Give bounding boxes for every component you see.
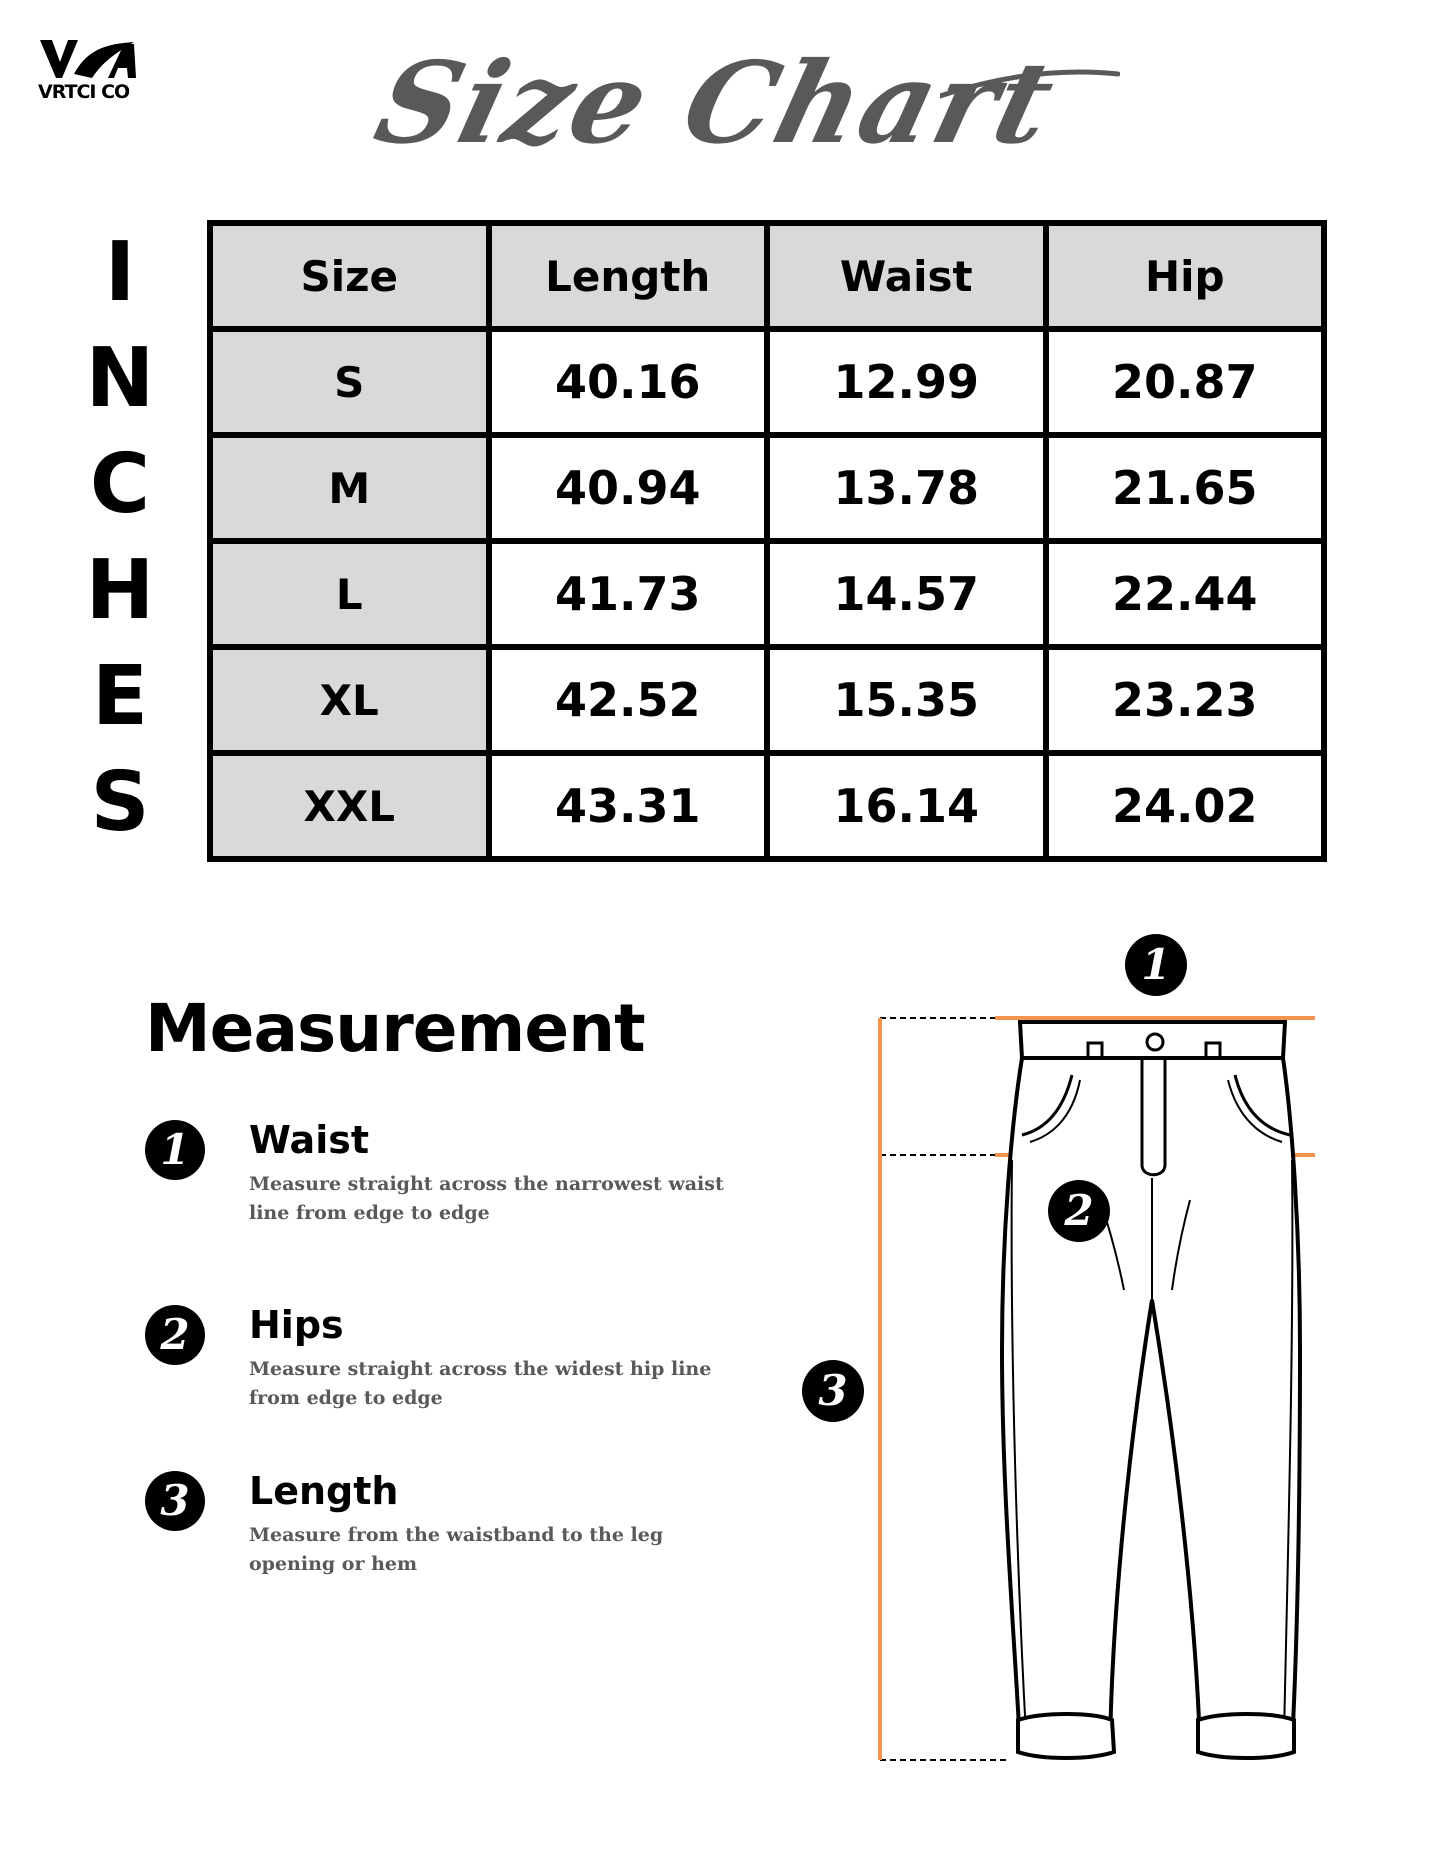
length-cell: 40.94 — [489, 435, 768, 541]
unit-label-vertical — [80, 220, 160, 856]
pants-icon — [780, 930, 1340, 1780]
logo-mark-icon — [38, 38, 138, 80]
step-label: Hips — [249, 1303, 344, 1347]
unit-letter: S — [90, 755, 150, 850]
waist-cell: 15.35 — [767, 647, 1046, 753]
table-row — [210, 753, 1324, 859]
unit-letter: E — [91, 649, 148, 744]
logo-text: VRTCI CO — [38, 81, 130, 103]
title-swash-icon — [940, 66, 1120, 106]
header-length: Length — [489, 223, 768, 329]
table-header-row — [210, 223, 1324, 329]
waist-cell: 14.57 — [767, 541, 1046, 647]
hip-cell: 24.02 — [1046, 753, 1325, 859]
waist-cell: 16.14 — [767, 753, 1046, 859]
header-waist: Waist — [767, 223, 1046, 329]
unit-letter: N — [85, 331, 155, 426]
marker-waist: 1 — [1125, 934, 1187, 996]
waist-cell: 13.78 — [767, 435, 1046, 541]
step-number-badge: 3 — [145, 1471, 205, 1531]
page-title: Size Chart — [363, 38, 1068, 169]
hip-cell: 22.44 — [1046, 541, 1325, 647]
size-cell: L — [210, 541, 489, 647]
step-description: Measure from the waistband to the leg opening or hem — [249, 1524, 664, 1575]
hip-cell: 23.23 — [1046, 647, 1325, 753]
size-cell: S — [210, 329, 489, 435]
unit-letter: C — [89, 437, 151, 532]
length-cell: 42.52 — [489, 647, 768, 753]
table-row — [210, 435, 1324, 541]
unit-letter: I — [104, 225, 136, 320]
brand-logo — [38, 38, 138, 102]
table-row — [210, 329, 1324, 435]
marker-length: 3 — [802, 1360, 864, 1422]
size-table — [207, 220, 1327, 862]
table-row — [210, 647, 1324, 753]
table-row — [210, 541, 1324, 647]
step-description: Measure straight across the narrowest waist line from edge to edge — [249, 1173, 724, 1224]
waist-cell: 12.99 — [767, 329, 1046, 435]
step-number-badge: 1 — [145, 1120, 205, 1180]
size-cell: XL — [210, 647, 489, 753]
step-number-badge: 2 — [145, 1305, 205, 1365]
length-cell: 43.31 — [489, 753, 768, 859]
step-description: Measure straight across the widest hip line from edge to edge — [249, 1358, 712, 1409]
hip-cell: 20.87 — [1046, 329, 1325, 435]
header-size: Size — [210, 223, 489, 329]
hip-cell: 21.65 — [1046, 435, 1325, 541]
unit-letter: H — [85, 543, 155, 638]
length-cell: 41.73 — [489, 541, 768, 647]
step-label: Waist — [249, 1118, 370, 1162]
header-hip: Hip — [1046, 223, 1325, 329]
marker-hips: 2 — [1048, 1180, 1110, 1242]
measurement-title: Measurement — [145, 990, 645, 1067]
pants-diagram — [780, 930, 1340, 1780]
length-cell: 40.16 — [489, 329, 768, 435]
step-label: Length — [249, 1469, 399, 1513]
size-cell: M — [210, 435, 489, 541]
size-cell: XXL — [210, 753, 489, 859]
